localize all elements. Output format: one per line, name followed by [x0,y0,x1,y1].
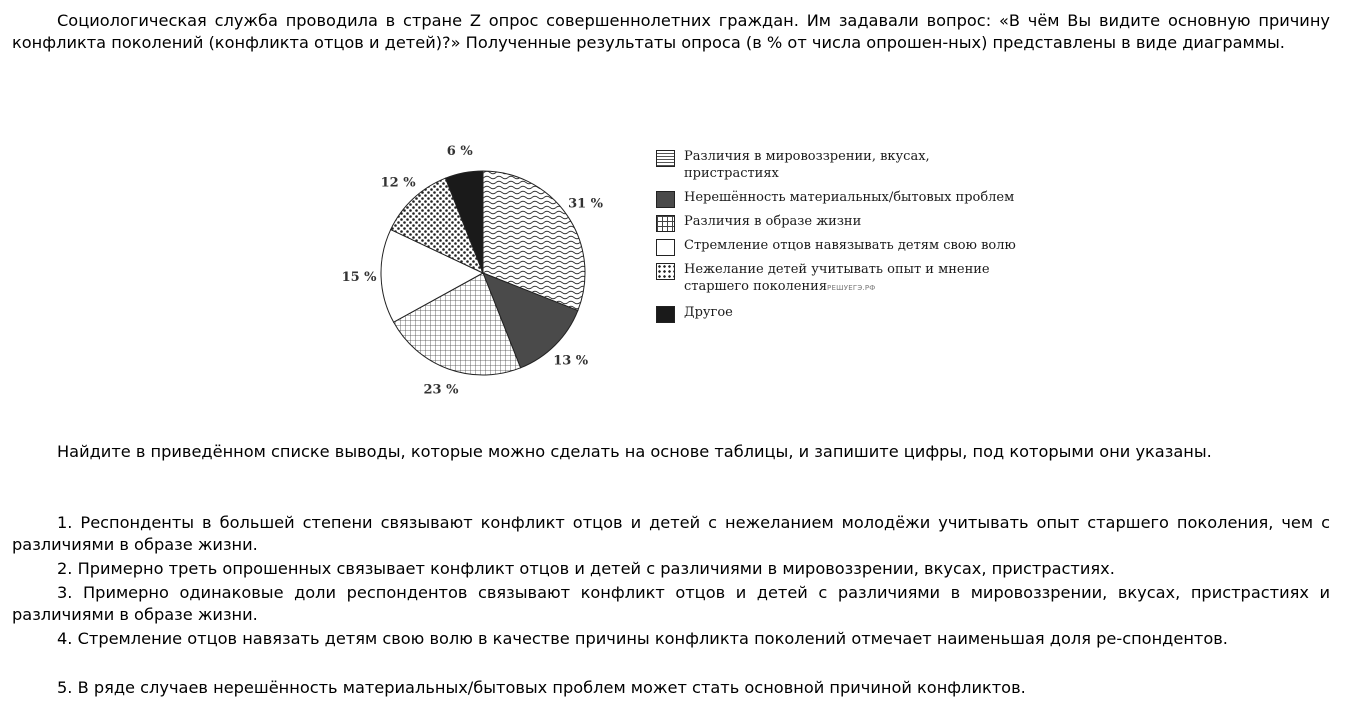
slice-value-label: 12 % [380,175,416,191]
legend-item [656,261,1016,297]
pie-chart-svg [340,140,650,400]
slice-value-label: 6 % [446,144,473,160]
legend-swatch [656,215,675,232]
intro-paragraph: Социологическая служба проводила в стране Z опрос совершеннолетних граждан. Им задавали вопрос: «В чём Вы видите основную причину конфликта поколений (конфликта отцов и детей)?» Полученные результаты опроса (в % от числа опрошен-ных) представлены в виде диаграммы. [12,11,1330,52]
legend-item [656,304,1016,321]
legend-label: Нежелание детей учитывать опыт и мнение старшего поколения [684,262,990,294]
statement-item: 2. Примерно треть опрошенных связывает конфликт отцов и детей с различиями в мировоззрении, вкусах, пристрастиях. [57,559,1115,578]
legend-label: Другое [684,305,733,320]
legend-swatch [656,306,675,323]
instruction-paragraph: Найдите в приведённом списке выводы, которые можно сделать на основе таблицы, и запишите цифры, под которыми они указаны. [57,442,1212,461]
watermark-text: РЕШУЕГЭ.РФ [827,284,876,292]
legend-label: Нерешённость материальных/бытовых проблем [684,190,1015,205]
legend-swatch [656,239,675,256]
legend-item [656,189,1016,206]
slice-value-label: 13 % [553,353,589,369]
legend-item [656,213,1016,230]
statement-item: 3. Примерно одинаковые доли респондентов связывают конфликт отцов и детей с различиями в мировоззрении, вкусах, пристрастиях и различиями в образе жизни. [12,583,1330,624]
legend-label: Различия в образе жизни [684,214,862,229]
legend-label: Различия в мировоззрении, вкусах, пристрастиях [684,149,930,181]
legend-label: Стремление отцов навязывать детям свою волю [684,238,1016,253]
statement-item: 1. Респонденты в большей степени связывают конфликт отцов и детей с нежеланием молодёжи учитывать опыт старшего поколения, чем с различиями в образе жизни. [12,513,1330,554]
slice-value-label: 31 % [568,196,604,212]
statement-item: 5. В ряде случаев нерешённость материальных/бытовых проблем может стать основной причиной конфликтов. [57,678,1026,697]
pie-chart [340,140,1016,400]
legend-item [656,148,1016,182]
legend-swatch [656,263,675,280]
legend-swatch [656,191,675,208]
slice-value-label: 23 % [423,382,459,398]
statement-item: 4. Стремление отцов навязать детям свою волю в качестве причины конфликта поколений отмечает наименьшая доля ре-спондентов. [57,629,1228,648]
legend-item [656,237,1016,254]
legend-swatch [656,150,675,167]
chart-legend [656,148,1016,328]
slice-value-label: 15 % [341,269,377,285]
